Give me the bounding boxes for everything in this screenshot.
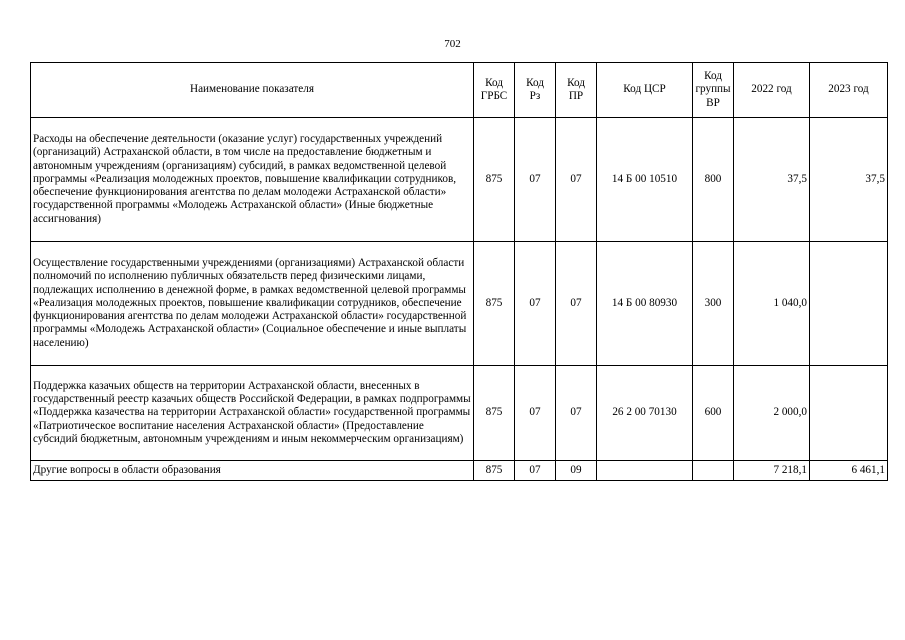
row-2022: 37,5 — [734, 118, 810, 242]
row-name: Поддержка казачьих обществ на территории Астраханской области, внесенных в государственный реестр казачьих обществ Российской Федерации, в рамках подпрограммы «Поддержка казачества на территории Астраханской области» государственной программы «Патриотическое воспитание населения Астраханской области» (Предоставление субсидий бюджетным, автономным учреждениям и иным некоммерческим организациям) — [31, 366, 474, 461]
row-name: Осуществление государственными учреждениями (организациями) Астраханской области полномочий по исполнению публичных обязательств перед физическими лицами, подлежащих исполнению в денежной форме, в рамках ведомственной целевой программы «Реализация молодежных проектов, повышение квалификации сотрудников, обеспечение функционирования агентства по делам молодежи Астраханской области» государственной программы «Молодежь Астраханской области» (Социальное обеспечение и иные выплаты населению) — [31, 242, 474, 366]
row-csr — [597, 461, 693, 481]
row-pr: 09 — [556, 461, 597, 481]
row-2023 — [810, 366, 888, 461]
row-2023: 37,5 — [810, 118, 888, 242]
row-pr: 07 — [556, 366, 597, 461]
row-2022: 2 000,0 — [734, 366, 810, 461]
row-grbs: 875 — [474, 366, 515, 461]
row-pr: 07 — [556, 242, 597, 366]
table-row — [31, 461, 888, 481]
row-csr: 14 Б 00 80930 — [597, 242, 693, 366]
header-name: Наименование показателя — [31, 63, 474, 118]
table-header-row — [31, 63, 888, 118]
header-grbs: Код ГРБС — [474, 63, 515, 118]
row-2023 — [810, 242, 888, 366]
row-vr — [693, 461, 734, 481]
row-pr: 07 — [556, 118, 597, 242]
budget-table — [30, 62, 888, 481]
row-vr: 800 — [693, 118, 734, 242]
row-2022: 7 218,1 — [734, 461, 810, 481]
header-vr: Код группы ВР — [693, 63, 734, 118]
page-number: 702 — [444, 38, 461, 50]
row-csr: 26 2 00 70130 — [597, 366, 693, 461]
row-rz: 07 — [515, 461, 556, 481]
row-rz: 07 — [515, 118, 556, 242]
header-pr: Код ПР — [556, 63, 597, 118]
row-csr: 14 Б 00 10510 — [597, 118, 693, 242]
row-2023: 6 461,1 — [810, 461, 888, 481]
row-2022: 1 040,0 — [734, 242, 810, 366]
row-vr: 600 — [693, 366, 734, 461]
header-2022: 2022 год — [734, 63, 810, 118]
row-name: Расходы на обеспечение деятельности (оказание услуг) государственных учреждений (организаций) Астраханской области, в том числе на предоставление бюджетным и автономным учреждениям (организациям) субсидий, в рамках ведомственной целевой программы «Реализация молодежных проектов, повышение квалификации сотрудников, обеспечение функционирования агентства по делам молодежи Астраханской области» государственной программы «Молодежь Астраханской области» (Иные бюджетные ассигнования) — [31, 118, 474, 242]
header-2023: 2023 год — [810, 63, 888, 118]
table-row — [31, 242, 888, 366]
row-rz: 07 — [515, 366, 556, 461]
table-row — [31, 118, 888, 242]
row-grbs: 875 — [474, 461, 515, 481]
row-grbs: 875 — [474, 118, 515, 242]
table-row — [31, 366, 888, 461]
header-rz: Код Рз — [515, 63, 556, 118]
row-vr: 300 — [693, 242, 734, 366]
row-grbs: 875 — [474, 242, 515, 366]
header-csr: Код ЦСР — [597, 63, 693, 118]
row-rz: 07 — [515, 242, 556, 366]
row-name: Другие вопросы в области образования — [31, 461, 474, 481]
